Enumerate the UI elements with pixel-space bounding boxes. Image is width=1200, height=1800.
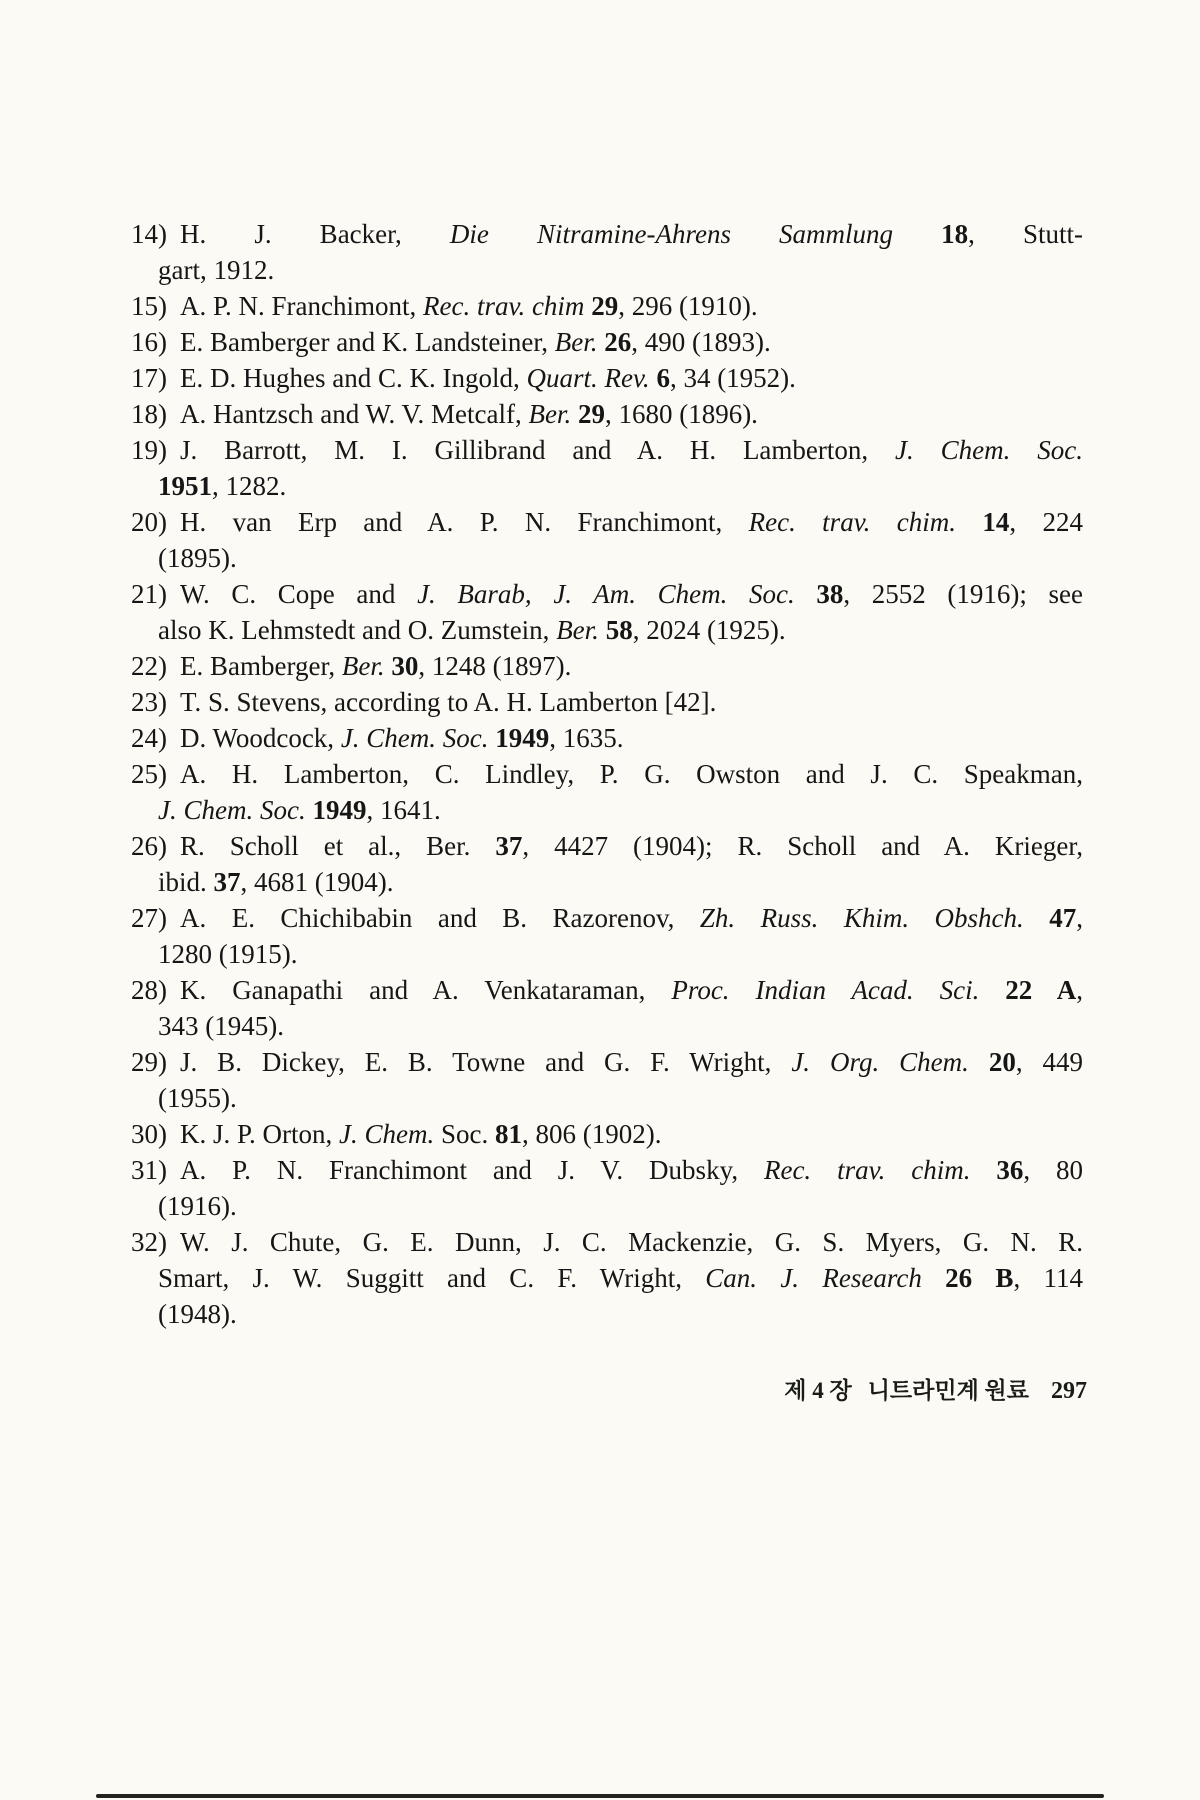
reference-italic-text: Rec. trav. chim. (763, 1155, 997, 1185)
reference-bold-number: 47 (1049, 903, 1077, 933)
reference-text: A. P. N. Franchimont, (180, 291, 423, 321)
reference-item (131, 396, 1083, 432)
reference-italic-text: Ber. (556, 615, 606, 645)
reference-text: , Stutt- (968, 219, 1083, 249)
reference-text: T. S. Stevens, according to A. H. Lamberton [42]. (180, 687, 717, 717)
reference-text: , 4427 (1904); R. Scholl and A. Krieger, (522, 831, 1084, 861)
reference-bold-number: 22 A (1005, 975, 1077, 1005)
reference-number: 18) (131, 399, 167, 429)
reference-bold-number: 1951 (158, 471, 212, 501)
reference-text: J. Barrott, M. I. Gillibrand and A. H. Lamberton, (180, 435, 896, 465)
reference-line (131, 432, 1083, 468)
reference-line (131, 576, 1083, 612)
reference-bold-number: 20 (988, 1047, 1016, 1077)
reference-line (131, 1116, 1083, 1152)
reference-text: , 296 (1910). (618, 291, 758, 321)
reference-bold-number: 1949 (495, 723, 550, 753)
reference-text: (1948). (158, 1299, 237, 1329)
reference-line (131, 684, 1083, 720)
reference-line (131, 828, 1083, 864)
reference-text: D. Woodcock, (180, 723, 341, 753)
reference-text: E. Bamberger, (180, 651, 342, 681)
reference-bold-number: 14 (982, 507, 1010, 537)
reference-number: 29) (131, 1047, 167, 1077)
reference-text: , 114 (1013, 1263, 1084, 1293)
reference-line (158, 936, 1083, 972)
reference-bold-number: 18 (941, 219, 969, 249)
reference-item (131, 900, 1083, 972)
reference-italic-text: J. Chem. (339, 1119, 442, 1149)
reference-item (131, 576, 1083, 648)
reference-item (131, 648, 1083, 684)
reference-bold-number: 58 (605, 615, 633, 645)
reference-text: 1280 (1915). (158, 939, 298, 969)
reference-line (131, 1044, 1083, 1080)
reference-number: 31) (131, 1155, 167, 1185)
reference-number: 16) (131, 327, 167, 357)
reference-item (131, 1044, 1083, 1116)
scan-edge-artifact (96, 1794, 1104, 1798)
reference-text: H. J. Backer, (180, 219, 450, 249)
reference-line (158, 612, 1083, 648)
reference-line (131, 972, 1083, 1008)
reference-text: also K. Lehmstedt and O. Zumstein, (158, 615, 557, 645)
reference-italic-text: Can. J. Research (705, 1263, 946, 1293)
reference-text: E. D. Hughes and C. K. Ingold, (180, 363, 527, 393)
reference-text: , 34 (1952). (669, 363, 796, 393)
reference-item (131, 1152, 1083, 1224)
reference-bold-number: 38 (816, 579, 844, 609)
reference-text: E. Bamberger and K. Landsteiner, (180, 327, 555, 357)
reference-line (131, 1152, 1083, 1188)
reference-bold-number: 26 B (945, 1263, 1014, 1293)
reference-line (158, 252, 1083, 288)
reference-line (158, 468, 1083, 504)
reference-italic-text: Die Nitramine-Ahrens Sammlung (449, 219, 942, 249)
reference-line (131, 648, 1083, 684)
reference-line (158, 1008, 1083, 1044)
reference-bold-number: 29 (591, 291, 619, 321)
reference-italic-text: J. Chem. Soc. (895, 435, 1083, 465)
reference-number: 28) (131, 975, 167, 1005)
reference-text: , 1248 (1897). (418, 651, 572, 681)
reference-text: H. van Erp and A. P. N. Franchimont, (180, 507, 749, 537)
footer-chapter-label: 제 4 장 (784, 1378, 852, 1403)
reference-text: (1916). (158, 1191, 237, 1221)
reference-number: 14) (131, 219, 167, 249)
reference-italic-text: Ber. (341, 651, 392, 681)
reference-text: (1895). (158, 543, 237, 573)
reference-item (131, 216, 1083, 288)
reference-number: 27) (131, 903, 167, 933)
reference-item (131, 360, 1083, 396)
reference-line (131, 504, 1083, 540)
reference-text: , 4681 (1904). (240, 867, 394, 897)
reference-italic-text: Proc. Indian Acad. Sci. (671, 975, 1006, 1005)
reference-line (158, 864, 1083, 900)
reference-number: 24) (131, 723, 167, 753)
reference-line (131, 396, 1083, 432)
reference-italic-text: J. Chem. Soc. (340, 723, 496, 753)
reference-bold-number: 81 (495, 1119, 523, 1149)
reference-text: , (1076, 903, 1083, 933)
reference-text: , 224 (1009, 507, 1084, 537)
reference-number: 17) (131, 363, 167, 393)
reference-text: (1955). (158, 1083, 237, 1113)
reference-bold-number: 1949 (312, 795, 367, 825)
reference-item (131, 720, 1083, 756)
reference-text: gart, 1912. (158, 255, 275, 285)
reference-bold-number: 26 (604, 327, 632, 357)
reference-bold-number: 30 (391, 651, 419, 681)
reference-text: , 1641. (366, 795, 441, 825)
reference-bold-number: 37 (495, 831, 523, 861)
reference-line (131, 756, 1083, 792)
reference-line (131, 324, 1083, 360)
reference-line (158, 792, 1083, 828)
page-footer (784, 1372, 1087, 1405)
reference-line (131, 900, 1083, 936)
reference-text: A. E. Chichibabin and B. Razorenov, (180, 903, 700, 933)
reference-bold-number: 6 (656, 363, 670, 393)
reference-number: 26) (131, 831, 167, 861)
reference-text: K. Ganapathi and A. Venkataraman, (180, 975, 672, 1005)
reference-italic-text: Zh. Russ. Khim. Obshch. (699, 903, 1050, 933)
reference-text: , 1680 (1896). (604, 399, 758, 429)
reference-item (131, 756, 1083, 828)
reference-text: , 1635. (549, 723, 624, 753)
reference-item (131, 1116, 1083, 1152)
reference-number: 19) (131, 435, 167, 465)
reference-number: 15) (131, 291, 167, 321)
reference-italic-text: Rec. trav. chim. (748, 507, 983, 537)
reference-text: Soc. (441, 1119, 496, 1149)
reference-item (131, 432, 1083, 504)
reference-text: 343 (1945). (158, 1011, 284, 1041)
reference-item (131, 504, 1083, 576)
reference-text: W. J. Chute, G. E. Dunn, J. C. Mackenzie, G. S. Myers, G. N. R. (180, 1227, 1083, 1257)
reference-line (158, 540, 1083, 576)
reference-number: 22) (131, 651, 167, 681)
reference-bold-number: 37 (213, 867, 241, 897)
reference-text: , 1282. (212, 471, 287, 501)
reference-bold-number: 29 (577, 399, 605, 429)
reference-text: K. J. P. Orton, (180, 1119, 340, 1149)
reference-text: Smart, J. W. Suggitt and C. F. Wright, (158, 1263, 706, 1293)
reference-text: , 490 (1893). (631, 327, 771, 357)
footer-section-label: 니트라민계 원료 (867, 1378, 1029, 1403)
reference-text: ibid. (158, 867, 214, 897)
reference-text: A. P. N. Franchimont and J. V. Dubsky, (180, 1155, 764, 1185)
reference-text: W. C. Cope and (180, 579, 418, 609)
reference-line (131, 288, 1083, 324)
reference-line (158, 1296, 1083, 1332)
reference-italic-text: J. Barab, J. Am. Chem. Soc. (417, 579, 817, 609)
reference-item (131, 828, 1083, 900)
reference-italic-text: J. Org. Chem. (791, 1047, 989, 1077)
reference-number: 20) (131, 507, 167, 537)
reference-text: R. Scholl et al., Ber. (180, 831, 496, 861)
references-list (131, 216, 1083, 1332)
reference-number: 30) (131, 1119, 167, 1149)
reference-text: , 449 (1015, 1047, 1083, 1077)
reference-text: A. H. Lamberton, C. Lindley, P. G. Owston and J. C. Speakman, (180, 759, 1083, 789)
reference-text: J. B. Dickey, E. B. Towne and G. F. Wright, (180, 1047, 792, 1077)
reference-line (158, 1080, 1083, 1116)
reference-number: 23) (131, 687, 167, 717)
reference-number: 21) (131, 579, 167, 609)
reference-text: , (1076, 975, 1083, 1005)
reference-text: , 2552 (1916); see (843, 579, 1083, 609)
reference-bold-number: 36 (996, 1155, 1024, 1185)
reference-italic-text: J. Chem. Soc. (158, 795, 313, 825)
reference-text: , 2024 (1925). (632, 615, 786, 645)
reference-line (158, 1260, 1083, 1296)
reference-italic-text: Rec. trav. chim (423, 291, 592, 321)
reference-line (131, 216, 1083, 252)
reference-text: A. Hantzsch and W. V. Metcalf, (180, 399, 529, 429)
reference-item (131, 288, 1083, 324)
reference-item (131, 684, 1083, 720)
reference-line (131, 360, 1083, 396)
reference-italic-text: Quart. Rev. (526, 363, 657, 393)
page-number: 297 (1051, 1378, 1087, 1404)
reference-number: 32) (131, 1227, 167, 1257)
reference-item (131, 324, 1083, 360)
reference-number: 25) (131, 759, 167, 789)
reference-item (131, 1224, 1083, 1332)
reference-text: , 80 (1023, 1155, 1084, 1185)
reference-line (131, 720, 1083, 756)
reference-item (131, 972, 1083, 1044)
reference-line (131, 1224, 1083, 1260)
reference-italic-text: Ber. (528, 399, 578, 429)
reference-text: , 806 (1902). (522, 1119, 662, 1149)
reference-italic-text: Ber. (554, 327, 605, 357)
reference-line (158, 1188, 1083, 1224)
